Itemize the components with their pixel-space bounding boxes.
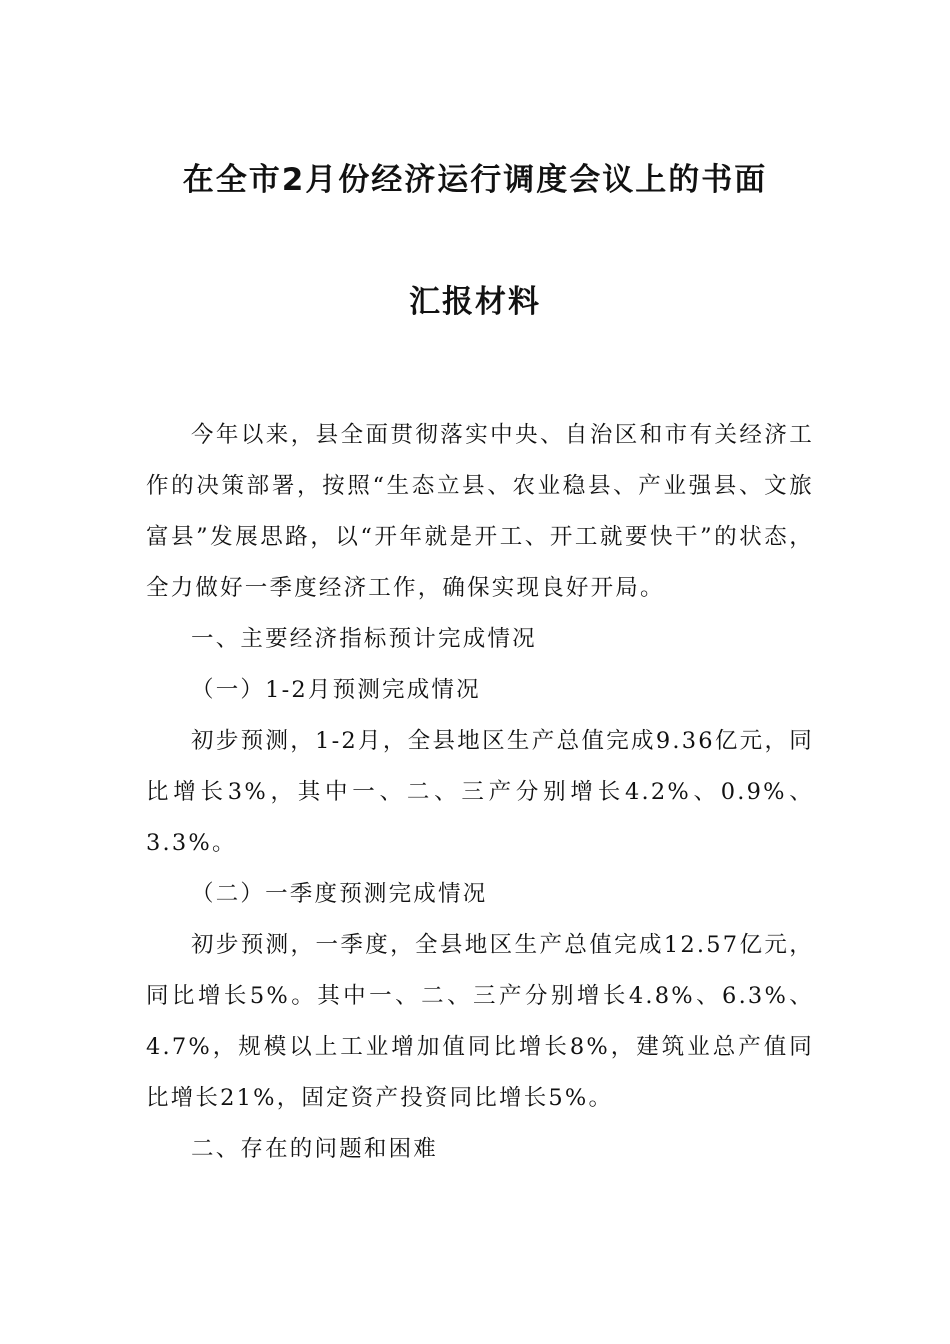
intro-paragraph: 今年以来，县全面贯彻落实中央、自治区和市有关经济工作的决策部署，按照“生态立县、农业稳县、产业强县、文旅富县”发展思路，以“开年就是开工、开工就要快干”的状态，全力做好一季度经济工作，确保实现良好开局。: [146, 422, 814, 601]
section-heading-2: 二、存在的问题和困难: [191, 1136, 439, 1162]
forecast-q1-paragraph: 初步预测，一季度，全县地区生产总值完成12.57亿元，同比增长5%。其中一、二、三产分别增长4.8%、6.3%、4.7%，规模以上工业增加值同比增长8%，建筑业总产值同比增长21%，固定资产投资同比增长5%。: [146, 932, 814, 1111]
document-title-line-2: 汇报材料: [409, 284, 541, 320]
document-body: [146, 410, 814, 1175]
forecast-jan-feb-paragraph: 初步预测，1-2月，全县地区生产总值完成9.36亿元，同比增长3%，其中一、二、三产分别增长4.2%、0.9%、3.3%。: [146, 728, 814, 856]
section-heading-1: 一、主要经济指标预计完成情况: [191, 626, 537, 652]
subsection-heading-2: （二）一季度预测完成情况: [191, 881, 488, 907]
document-title-line-1: 在全市2月份经济运行调度会议上的书面: [182, 162, 768, 198]
subsection-heading-1: （一）1-2月预测完成情况: [191, 677, 481, 703]
